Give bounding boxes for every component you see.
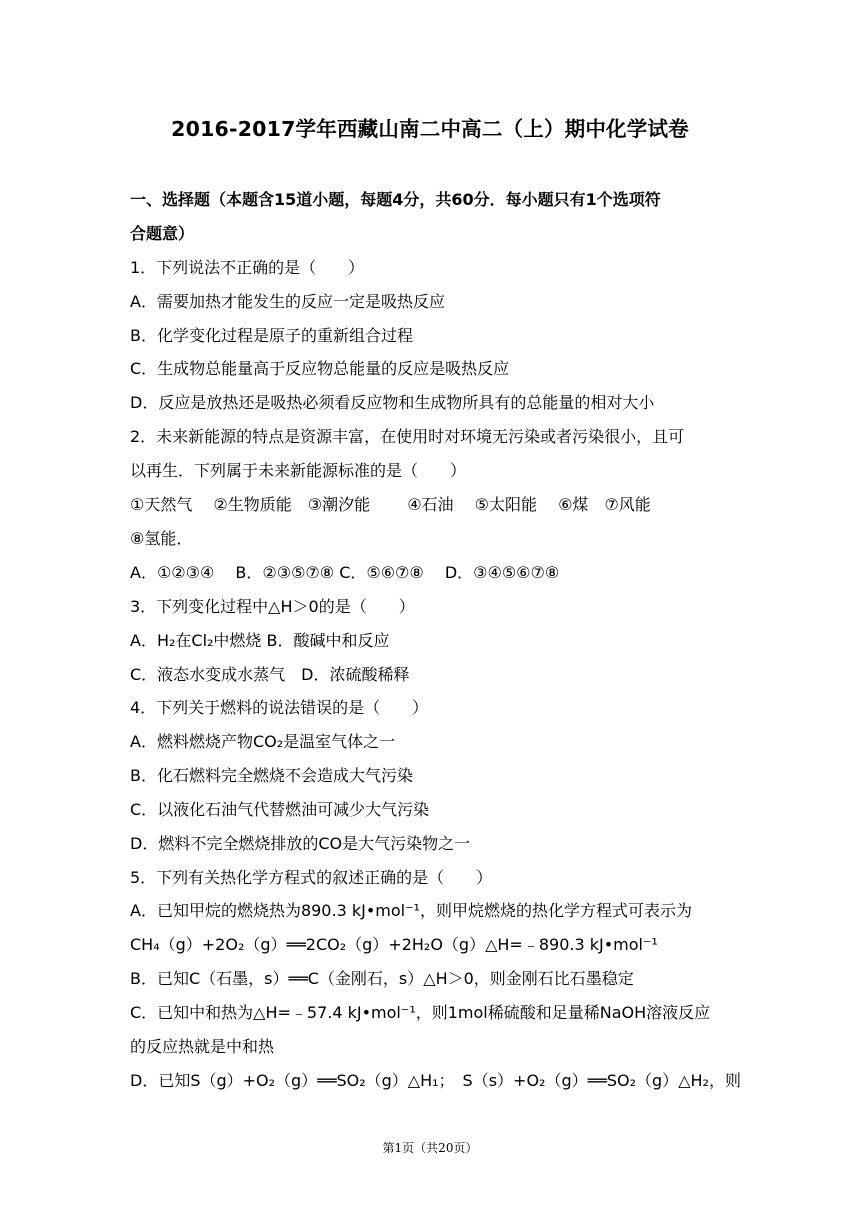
q5-stem: 5．下列有关热化学方程式的叙述正确的是（ ） <box>130 868 493 887</box>
q2-options: A．①②③④ B．②③⑤⑦⑧ C．⑤⑥⑦⑧ D．③④⑤⑥⑦⑧ <box>130 563 560 582</box>
q1-option-a: A．需要加热才能发生的反应一定是吸热反应 <box>130 292 445 311</box>
q2-stem-cont: 以再生．下列属于未来新能源标准的是（ ） <box>130 461 467 480</box>
q3-options-cd: C．液态水变成水蒸气 D．浓硫酸稀释 <box>130 665 410 684</box>
q3-options-ab: A．H₂在Cl₂中燃烧 B．酸碱中和反应 <box>130 631 390 650</box>
q1-option-c: C．生成物总能量高于反应物总能量的反应是吸热反应 <box>130 359 510 378</box>
q4-option-c: C．以液化石油气代替燃油可减少大气污染 <box>130 800 430 819</box>
q4-option-a: A．燃料燃烧产物CO₂是温室气体之一 <box>130 732 396 751</box>
document-title: 2016-2017学年西藏山南二中高二（上）期中化学试卷 <box>171 117 689 141</box>
q4-option-b: B．化石燃料完全燃烧不会造成大气污染 <box>130 766 413 785</box>
q1-option-b: B．化学变化过程是原子的重新组合过程 <box>130 326 413 345</box>
q5-option-c-cont: 的反应热就是中和热 <box>130 1037 275 1056</box>
q2-items: ①天然气 ②生物质能 ③潮汐能 ④石油 ⑤太阳能 ⑥煤 ⑦风能 <box>130 495 651 514</box>
q5-option-b: B．已知C（石墨，s）══C（金刚石，s）△H＞0，则金刚石比石墨稳定 <box>130 969 634 988</box>
q1-stem: 1．下列说法不正确的是（ ） <box>130 258 365 277</box>
page-footer: 第1页（共20页） <box>382 1141 478 1155</box>
q4-stem: 4．下列关于燃料的说法错误的是（ ） <box>130 698 429 717</box>
q5-option-a-equation: CH₄（g）+2O₂（g）══2CO₂（g）+2H₂O（g）△H=﹣890.3 kJ•mol⁻¹ <box>130 935 658 954</box>
q5-option-a: A．已知甲烷的燃烧热为890.3 kJ•mol⁻¹，则甲烷燃烧的热化学方程式可表示为 <box>130 901 692 920</box>
section-heading-cont: 合题意） <box>130 224 195 243</box>
section-heading: 一、选择题（本题含15道小题，每题4分，共60分．每小题只有1个选项符 <box>130 190 661 209</box>
q2-items-cont: ⑧氢能． <box>130 529 193 548</box>
q5-option-d: D．已知S（g）+O₂（g）══SO₂（g）△H₁； S（s）+O₂（g）══SO₂（g）△H₂，则 <box>130 1071 741 1090</box>
q2-stem: 2．未来新能源的特点是资源丰富，在使用时对环境无污染或者污染很小，且可 <box>130 427 685 446</box>
q5-option-c: C．已知中和热为△H=﹣57.4 kJ•mol⁻¹，则1mol稀硫酸和足量稀NaOH溶液反应 <box>130 1003 711 1022</box>
q4-option-d: D．燃料不完全燃烧排放的CO是大气污染物之一 <box>130 834 471 853</box>
q1-option-d: D．反应是放热还是吸热必须看反应物和生成物所具有的总能量的相对大小 <box>130 393 655 412</box>
q3-stem: 3．下列变化过程中△H＞0的是（ ） <box>130 597 415 616</box>
